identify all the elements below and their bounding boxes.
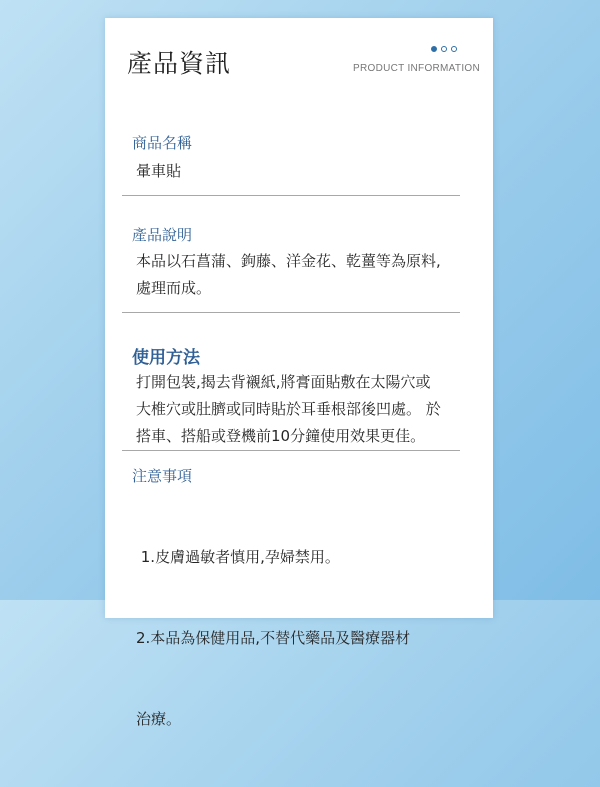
body-line: 搭車、搭船或登機前10分鐘使用效果更佳。 (136, 427, 426, 445)
body-line: 本品以石菖蒲、鉤藤、洋金花、乾薑等為原料, (136, 252, 441, 270)
body-line: 處理而成。 (136, 279, 212, 297)
page-dot (441, 46, 447, 52)
product-info-card (105, 18, 493, 728)
section-heading-precautions: 注意事項 (132, 467, 193, 485)
pagination-dots (431, 46, 457, 52)
body-line: 打開包裝,揭去背襯紙,將膏面貼敷在太陽穴或 (136, 373, 431, 391)
section-heading-product-name: 商品名稱 (132, 134, 193, 152)
body-line: 治療。 (136, 710, 182, 728)
page-subtitle: PRODUCT INFORMATION (353, 63, 480, 74)
body-line: 暈車貼 (136, 162, 182, 180)
page-dot-active (431, 46, 437, 52)
section-body-description (136, 248, 441, 302)
body-line: 大椎穴或肚臍或同時貼於耳垂根部後凹處。 於 (136, 400, 441, 418)
section-body-usage (136, 369, 441, 450)
divider (122, 312, 460, 313)
section-heading-description: 產品說明 (132, 226, 193, 244)
page-title: 產品資訊 (127, 49, 232, 78)
divider (122, 195, 460, 196)
body-line: 1.皮膚過敏者慎用,孕婦禁用。 (136, 548, 340, 566)
section-heading-usage: 使用方法 (132, 348, 200, 368)
section-body-product-name (136, 158, 181, 185)
page-dot (451, 46, 457, 52)
divider (122, 450, 460, 451)
body-line: 2.本品為保健用品,不替代藥品及醫療器材 (136, 629, 411, 647)
section-body-precautions (136, 490, 410, 787)
